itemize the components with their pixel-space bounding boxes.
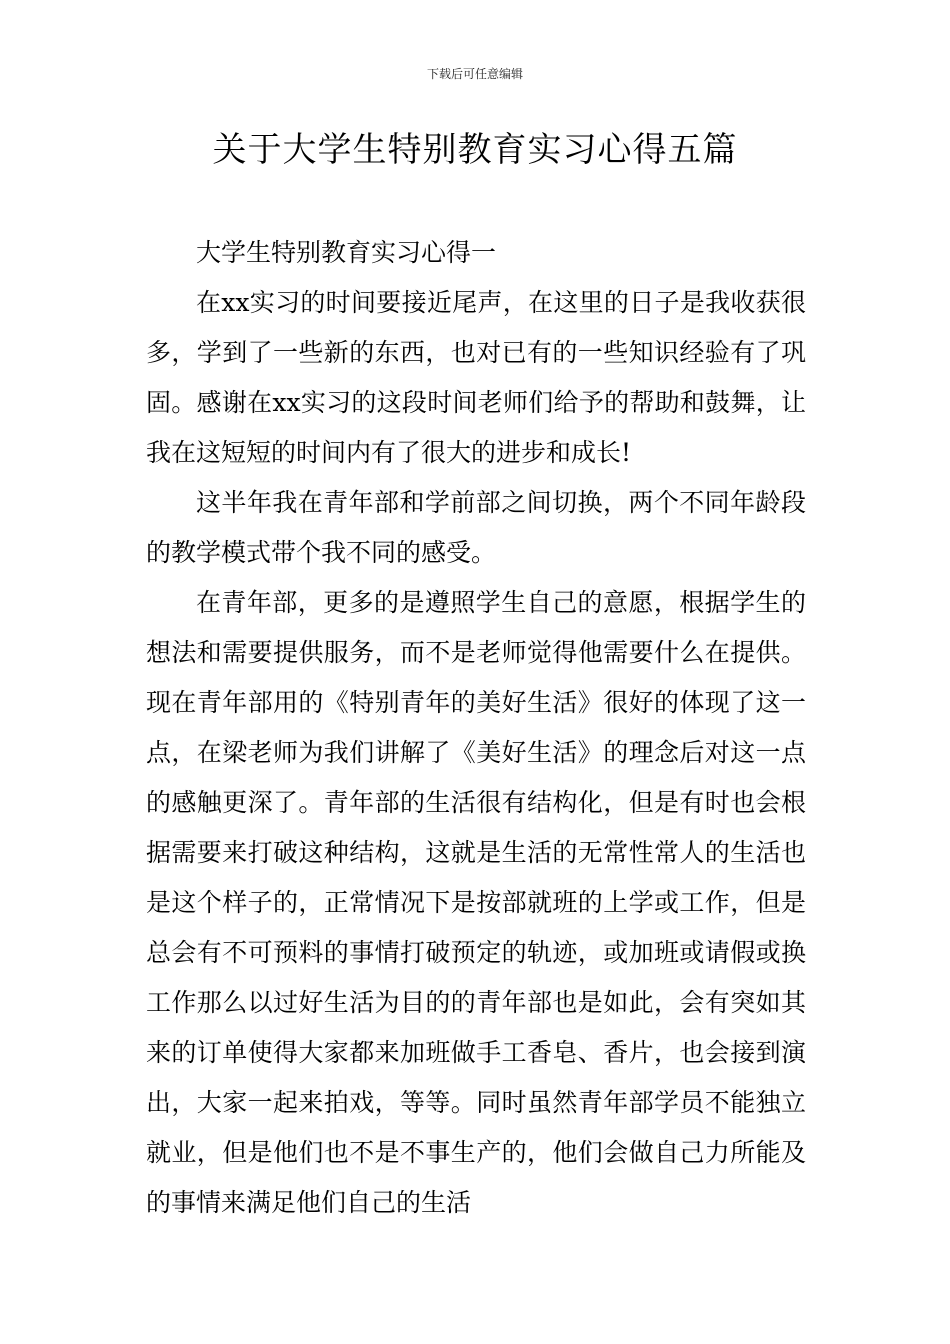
body-paragraph: 这半年我在青年部和学前部之间切换，两个不同年龄段的教学模式带个我不同的感受。 (146, 488, 806, 567)
header-note: 下载后可任意编辑 (426, 67, 523, 81)
document-body (146, 228, 806, 1228)
section-heading: 大学生特别教育实习心得一 (196, 238, 497, 267)
document-title: 关于大学生特别教育实习心得五篇 (212, 130, 738, 170)
body-paragraph: 在xx实习的时间要接近尾声，在这里的日子是我收获很多，学到了一些新的东西，也对已有的一些知识经验有了巩固。感谢在xx实习的这段时间老师们给予的帮助和鼓舞，让我在这短短的时间内有了很大的进步和成长! (146, 288, 806, 467)
body-paragraph: 在青年部，更多的是遵照学生自己的意愿，根据学生的想法和需要提供服务，而不是老师觉得他需要什么在提供。现在青年部用的《特别青年的美好生活》很好的体现了这一点，在梁老师为我们讲解了《美好生活》的理念后对这一点的感触更深了。青年部的生活很有结构化，但是有时也会根据需要来打破这种结构，这就是生活的无常性常人的生活也是这个样子的，正常情况下是按部就班的上学或工作，但是总会有不可预料的事情打破预定的轨迹，或加班或请假或换工作那么以过好生活为目的的青年部也是如此，会有突如其来的订单使得大家都来加班做手工香皂、香片，也会接到演出，大家一起来拍戏，等等。同时虽然青年部学员不能独立就业，但是他们也不是不事生产的，他们会做自己力所能及的事情来满足他们自己的生活 (146, 588, 806, 1217)
